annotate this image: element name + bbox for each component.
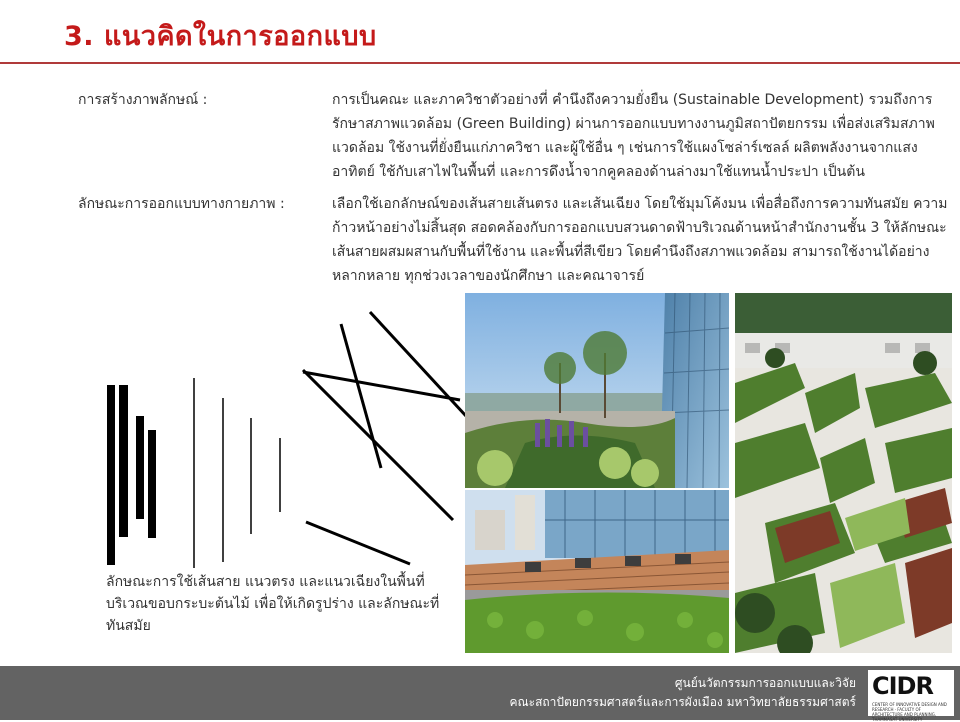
diagonal-line (341, 324, 381, 468)
section-label-physical: ลักษณะการออกแบบทางกายภาพ : (78, 196, 285, 212)
roof-deck-photo (465, 490, 729, 653)
line-concept-diagram (98, 300, 468, 580)
footer-bar (0, 666, 960, 720)
page-title: 3. แนวคิดในการออกแบบ (64, 21, 377, 52)
vertical-bar (119, 385, 128, 537)
diagonal-line (303, 370, 453, 520)
rooftop-garden-photo (465, 293, 729, 488)
vertical-bar (136, 416, 144, 519)
logo-wordmark: CIDR (872, 672, 933, 700)
title-divider (0, 62, 960, 64)
diagonal-line (370, 312, 466, 416)
diagonal-line (306, 522, 410, 564)
section-text-image: การเป็นคณะ และภาควิชาตัวอย่างที่ คำนึงถึงความยั่งยืน (Sustainable Development) รวมถึงการรักษาสภาพแวดล้อม (Green Building) ผ่านการออกแบบทางงานภูมิสถาปัตยกรรม เพื่อส่งเสริมสภาพแวดล้อม ใช้งานที่ยั่งยืนแก่ภาควิชา และผู้ใช้อื่น ๆ เช่นการใช้แผงโซล่าร์เซลล์ ผลิตพลังงานจากแสงอาทิตย์ ใช้กับเสาไฟในพื้นที่ และการดึงน้ำจากคูคลองด้านล่างมาใช้แทนน้ำประปา เป็นต้น (332, 92, 935, 180)
footer-line-faculty: คณะสถาปัตยกรรมศาสตร์และการผังเมือง มหาวิทยาลัยธรรมศาสตร์ (509, 695, 856, 709)
logo-subtitle: CENTER OF INNOVATIVE DESIGN AND RESEARCH · FACULTY OF ARCHITECTURE AND PLANNING, THAMMASAT UNIVERSITY (872, 702, 947, 722)
section-label-image: การสร้างภาพลักษณ์ : (78, 92, 208, 108)
vertical-bar (107, 385, 115, 565)
footer-credits (509, 674, 856, 712)
diagram-caption: ลักษณะการใช้เส้นสาย แนวตรง และแนวเฉียงในพื้นที่บริเวณขอบกระบะต้นไม้ เพื่อให้เกิดรูปร่าง และลักษณะที่ทันสมัย (106, 574, 440, 634)
footer-line-center: ศูนย์นวัตกรรมการออกแบบและวิจัย (674, 676, 856, 690)
vertical-bar (148, 430, 156, 538)
section-text-physical: เลือกใช้เอกลักษณ์ของเส้นสายเส้นตรง และเส้นเฉียง โดยใช้มุมโค้งมน เพื่อสื่อถึงการความทันสมัย ความก้าวหน้าอย่างไม่สิ้นสุด สอดคล้องกับการออกแบบสวนดาดฟ้าบริเวณด้านหน้าสำนักงานชั้น 3 ให้ลักษณะเส้นสายผสมผสานกับพื้นที่ใช้งาน และพื้นที่สีเขียว โดยคำนึงถึงสภาพแวดล้อม สามารถใช้งานได้อย่างหลากหลาย ทุกช่วงเวลาของนักศึกษา และคณาจารย์ (332, 196, 948, 284)
terraced-green-roof-photo (735, 293, 952, 653)
cidr-logo (868, 670, 954, 722)
